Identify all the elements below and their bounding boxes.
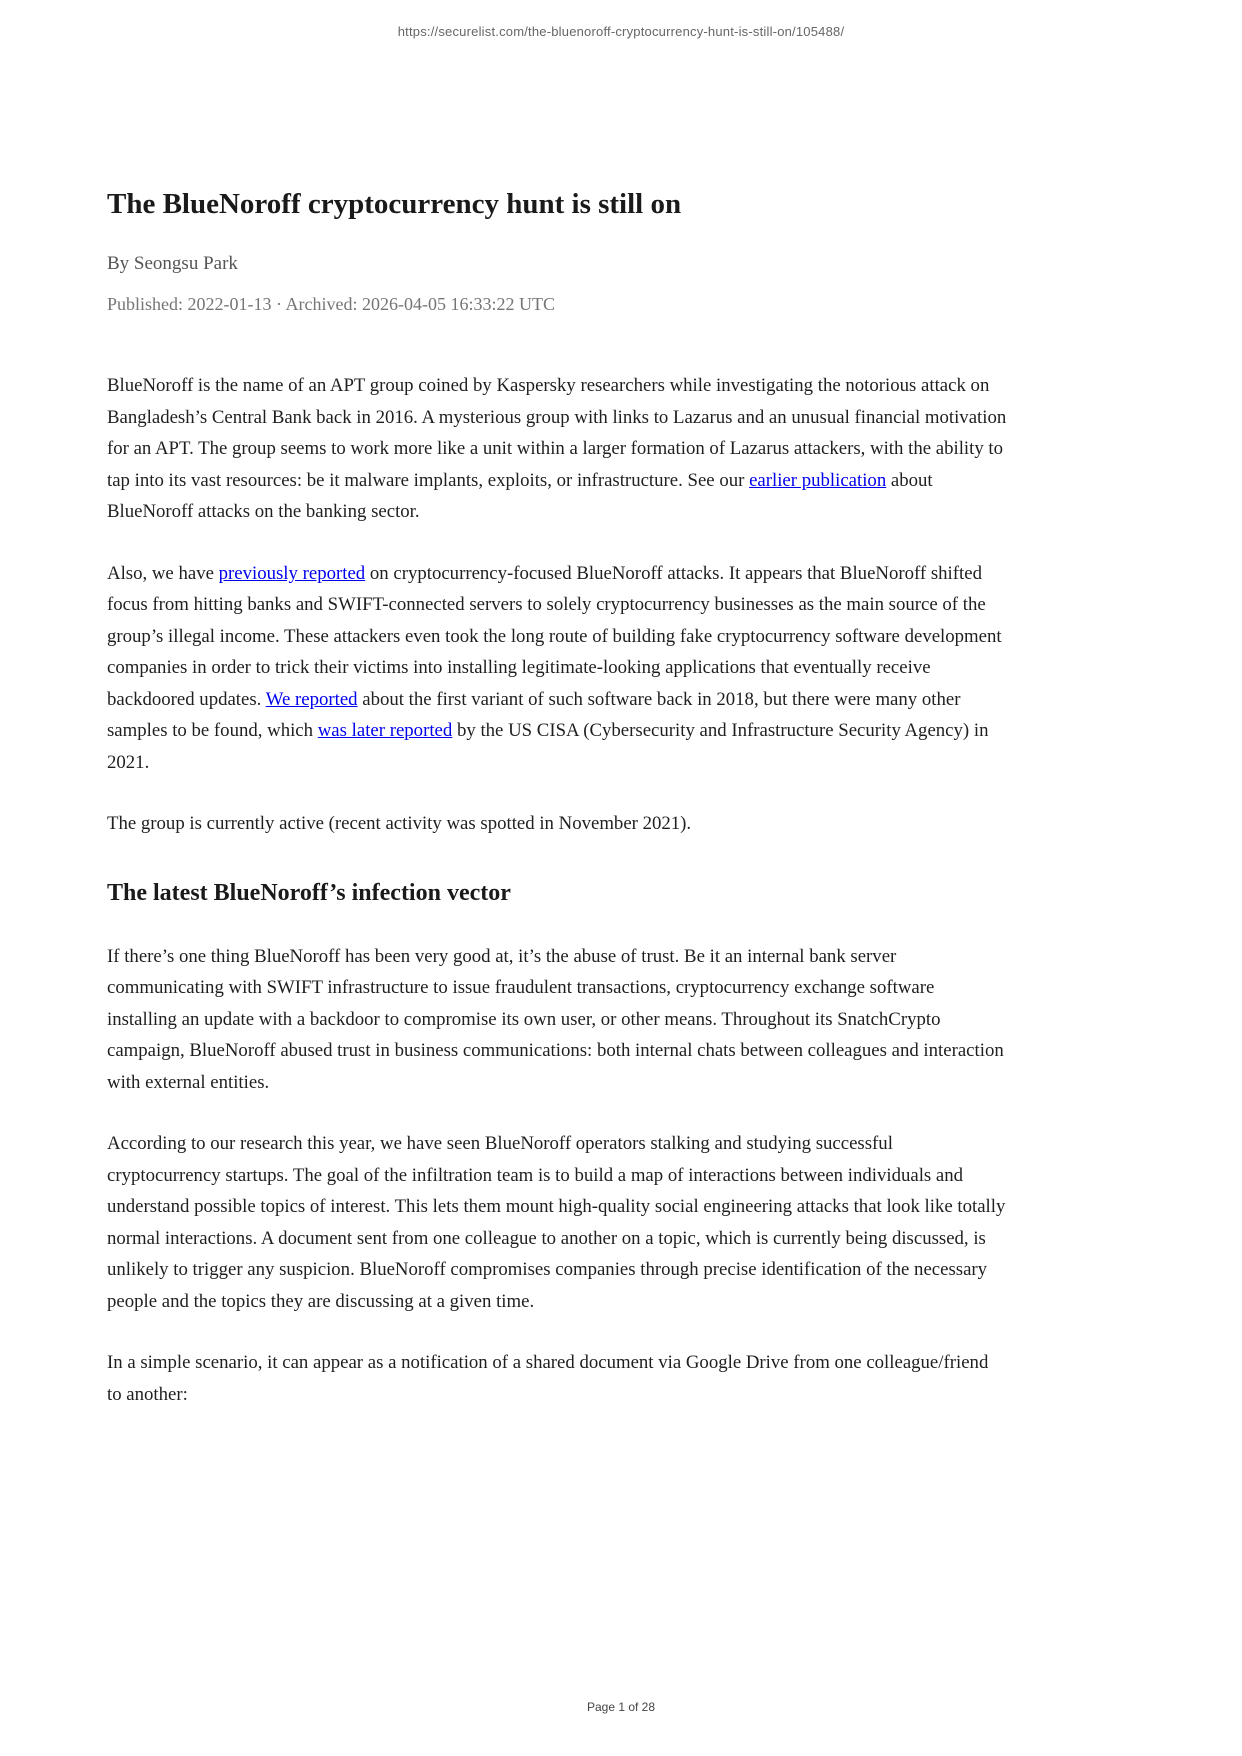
article (107, 0, 1007, 1440)
published-archived-meta: Published: 2022-01-13 · Archived: 2026-04-05 16:33:22 UTC (107, 294, 555, 315)
text-run: If there’s one thing BlueNoroff has been very good at, it’s the abuse of trust. Be it an internal bank server communicating with SWIFT infrastructure to issue fraudulent transactions, cryptocurrency exchange software installing an update with a backdoor to compromise its own user, or other means. Throughout its SnatchCrypto campaign, BlueNoroff abused trust in business communications: both internal chats between colleagues and interaction with external entities. (107, 945, 1004, 1093)
page-number: Page 1 of 28 (586, 1700, 656, 1714)
inline-link[interactable]: was later reported (317, 720, 453, 742)
paragraph (107, 808, 1007, 840)
text-run: The group is currently active (recent activity was spotted in November 2021). (107, 813, 692, 835)
paragraph (107, 558, 1007, 779)
text-run: on cryptocurrency-focused BlueNoroff attacks. It appears that BlueNoroff shifted focus from hitting banks and SWIFT-connected servers to solely cryptocurrency businesses as the main source of the group’s illegal income. These attackers even took the long route of building fake cryptocurrency software development companies in order to trick their victims into installing legitimate-looking applications that eventually receive backdoored updates. (107, 562, 1002, 710)
text-run: about BlueNoroff attacks on the banking sector. (107, 469, 933, 523)
byline: By Seongsu Park (107, 253, 238, 275)
text-run: According to our research this year, we have seen BlueNoroff operators stalking and studying successful cryptocurrency startups. The goal of the infiltration team is to build a map of interactions between individuals and understand possible topics of interest. This lets them mount high-quality social engineering attacks that look like totally normal interactions. A document sent from one colleague to another on a topic, which is currently being discussed, is unlikely to trigger any suspicion. BlueNoroff compromises companies through precise identification of the necessary people and the topics they are discussing at a given time. (107, 1133, 1006, 1312)
text-run: Also, we have (107, 562, 219, 584)
section-heading (107, 878, 1007, 909)
article-body (107, 370, 1007, 1410)
paragraph (107, 1347, 1007, 1410)
paragraph (107, 1128, 1007, 1317)
inline-link[interactable]: earlier publication (749, 469, 887, 491)
text-run: In a simple scenario, it can appear as a notification of a shared document via Google Drive from one colleague/friend to another: (107, 1352, 989, 1405)
text-run: BlueNoroff is the name of an APT group coined by Kaspersky researchers while investigating the notorious attack on Bangladesh’s Central Bank back in 2016. A mysterious group with links to Lazarus and an unusual financial motivation for an APT. The group seems to work more like a unit within a larger formation of Lazarus attackers, with the ability to tap into its vast resources: be it malware implants, exploits, or infrastructure. See our (107, 375, 1007, 491)
text-run: about the first variant of such software back in 2018, but there were many other samples to be found, which (107, 688, 961, 742)
text-run: The latest BlueNoroff’s infection vector (107, 879, 511, 906)
page-title: The BlueNoroff cryptocurrency hunt is still on (107, 188, 682, 220)
paragraph (107, 370, 1007, 528)
text-run: by the US CISA (Cybersecurity and Infrastructure Security Agency) in 2021. (107, 720, 989, 773)
inline-link[interactable]: previously reported (218, 562, 366, 584)
source-url: https://securelist.com/the-bluenoroff-cryptocurrency-hunt-is-still-on/105488/ (397, 24, 845, 39)
paragraph (107, 941, 1007, 1099)
inline-link[interactable]: We reported (265, 688, 358, 710)
